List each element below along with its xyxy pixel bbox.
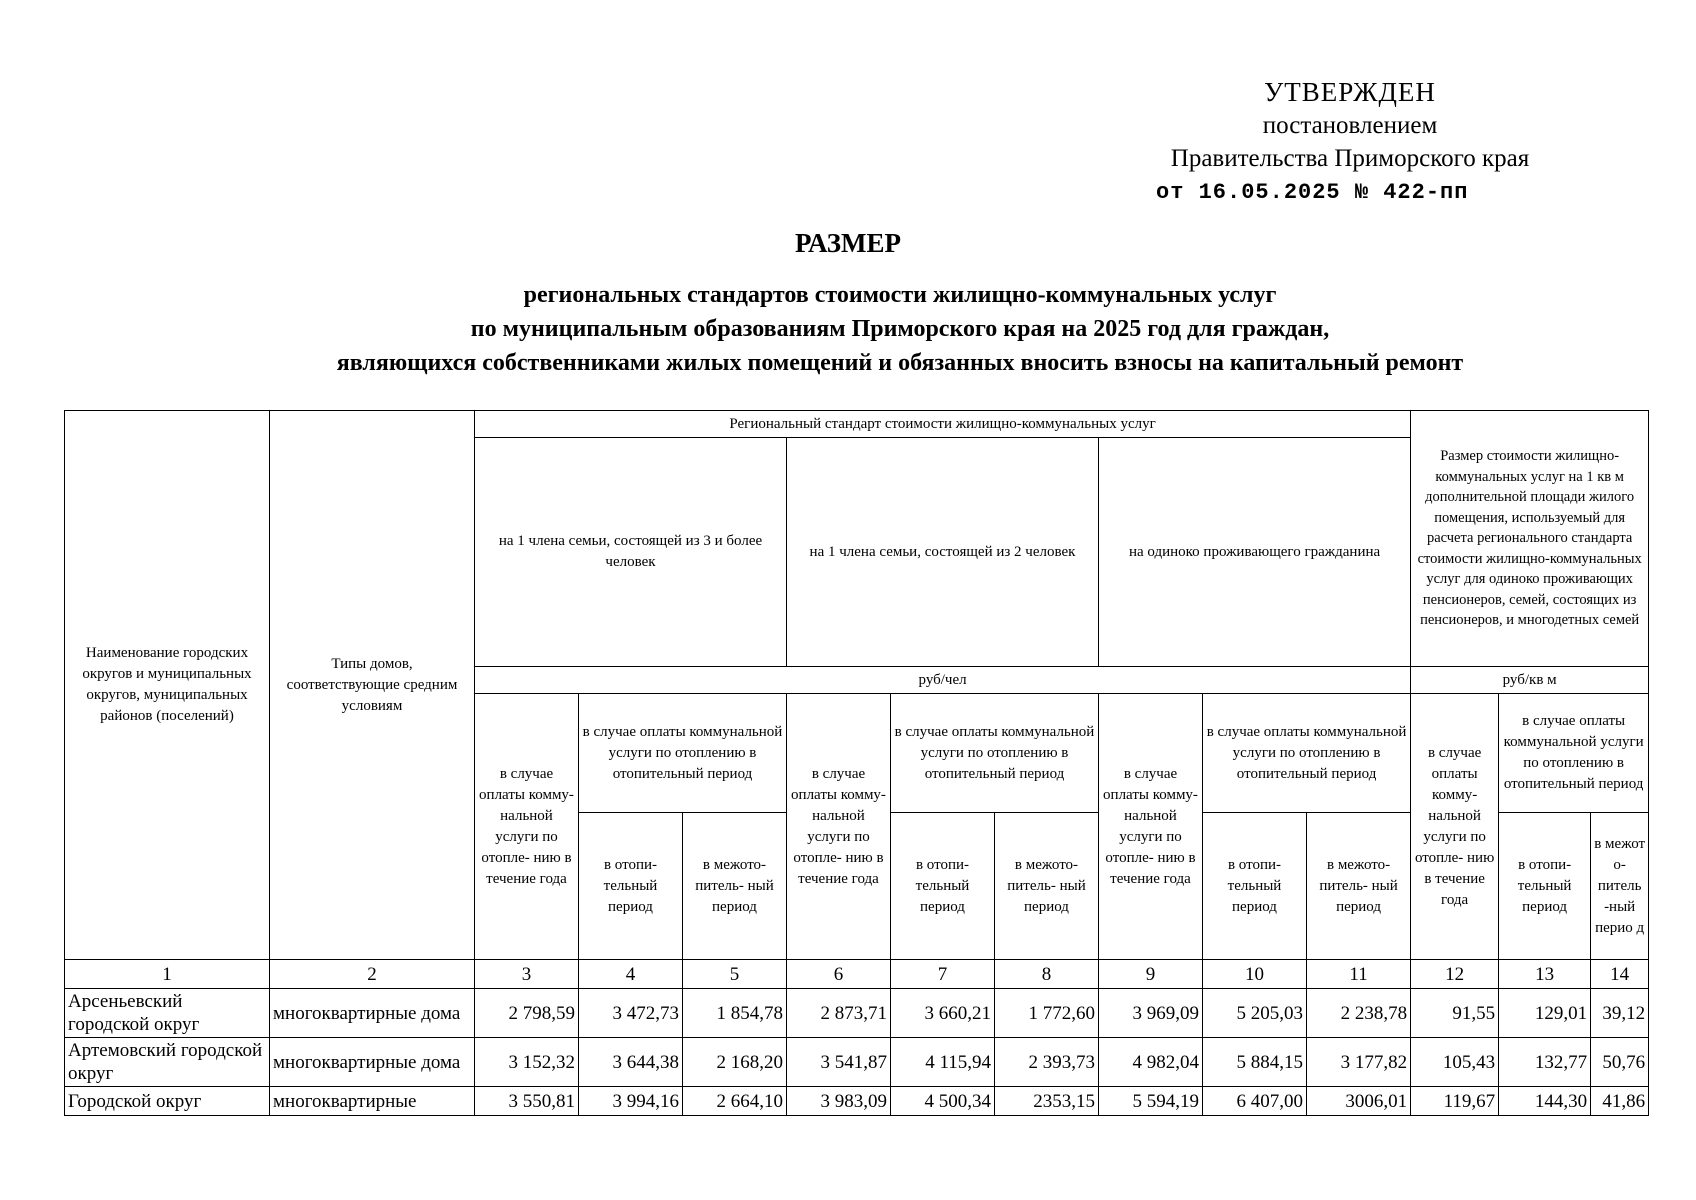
- value-cell: 2 873,71: [787, 989, 891, 1038]
- column-number: 12: [1411, 960, 1499, 989]
- column-number: 7: [891, 960, 995, 989]
- column-number: 2: [270, 960, 475, 989]
- value-cell: 2 393,73: [995, 1038, 1099, 1087]
- value-cell: 2 238,78: [1307, 989, 1411, 1038]
- value-cell: 2353,15: [995, 1087, 1099, 1116]
- value-cell: 2 168,20: [683, 1038, 787, 1087]
- column-number: 6: [787, 960, 891, 989]
- header-heating-group-3: в случае оплаты коммунальной услуги по отоплению в отопительный период: [579, 694, 787, 813]
- house-type: многоквартирные дома: [270, 989, 475, 1038]
- standards-table: [64, 410, 1649, 1116]
- header-regional-standard: Региональный стандарт стоимости жилищно-коммунальных услуг: [475, 411, 1411, 438]
- header-type-column: Типы домов, соответствующие средним условиям: [270, 411, 475, 960]
- house-type: многоквартирные: [270, 1087, 475, 1116]
- header-heating-group-2: в случае оплаты коммунальной услуги по отоплению в отопительный период: [891, 694, 1099, 813]
- value-cell: 3006,01: [1307, 1087, 1411, 1116]
- column-number: 8: [995, 960, 1099, 989]
- header-unit-sqm: руб/кв м: [1411, 667, 1649, 694]
- value-cell: 1 772,60: [995, 989, 1099, 1038]
- header-year-round-3: в случае оплаты комму- нальной услуги по отопле- нию в течение года: [475, 694, 579, 960]
- document-subtitle: [200, 278, 1600, 380]
- approval-title: УТВЕРЖДЕН: [1264, 77, 1436, 107]
- table-row: [65, 989, 1649, 1038]
- subtitle-line-3: являющихся собственниками жилых помещений и обязанных вносить взносы на капитальный ремонт: [336, 350, 1464, 376]
- header-year-round-2: в случае оплаты комму- нальной услуги по отопле- нию в течение года: [787, 694, 891, 960]
- value-cell: 5 884,15: [1203, 1038, 1307, 1087]
- value-cell: 3 644,38: [579, 1038, 683, 1087]
- column-number: 4: [579, 960, 683, 989]
- column-number: 5: [683, 960, 787, 989]
- column-number: 10: [1203, 960, 1307, 989]
- column-number: 3: [475, 960, 579, 989]
- value-cell: 2 798,59: [475, 989, 579, 1038]
- value-cell: 39,12: [1591, 989, 1649, 1038]
- value-cell: 4 500,34: [891, 1087, 995, 1116]
- municipality-name: Арсеньевский городской округ: [65, 989, 270, 1038]
- value-cell: 1 854,78: [683, 989, 787, 1038]
- header-extra-area: Размер стоимости жилищно-коммунальных услуг на 1 кв м дополнительной площади жилого помещения, используемый для расчета регионального стандарта стоимости жилищно-коммунальных услуг для одиноко проживающих пенсионеров, семей, состоящих из пенсионеров, и многодетных семей: [1411, 411, 1649, 667]
- header-heating-group-sqm: в случае оплаты коммунальной услуги по отоплению в отопительный период: [1499, 694, 1649, 813]
- approval-block: [1140, 76, 1560, 211]
- value-cell: 50,76: [1591, 1038, 1649, 1087]
- value-cell: 119,67: [1411, 1087, 1499, 1116]
- municipality-name: Городской округ: [65, 1087, 270, 1116]
- value-cell: 129,01: [1499, 989, 1591, 1038]
- value-cell: 132,77: [1499, 1038, 1591, 1087]
- value-cell: 3 994,16: [579, 1087, 683, 1116]
- value-cell: 3 472,73: [579, 989, 683, 1038]
- approval-line-government: Правительства Приморского края: [1170, 145, 1530, 172]
- subtitle-line-2: по муниципальным образованиям Приморского края на 2025 год для граждан,: [470, 316, 1330, 342]
- value-cell: 105,43: [1411, 1038, 1499, 1087]
- header-in-heating-sqm: в отопи- тельный период: [1499, 813, 1591, 960]
- header-in-heating-2: в отопи- тельный период: [891, 813, 995, 960]
- column-number: 1: [65, 960, 270, 989]
- value-cell: 5 205,03: [1203, 989, 1307, 1038]
- header-inter-heating-3: в межото- питель- ный период: [683, 813, 787, 960]
- column-number: 11: [1307, 960, 1411, 989]
- table-row: [65, 1038, 1649, 1087]
- value-cell: 3 969,09: [1099, 989, 1203, 1038]
- value-cell: 41,86: [1591, 1087, 1649, 1116]
- header-name-column: Наименование городских округов и муниципальных округов, муниципальных районов (поселений): [65, 411, 270, 960]
- value-cell: 6 407,00: [1203, 1087, 1307, 1116]
- header-family-2: на 1 члена семьи, состоящей из 2 человек: [787, 438, 1099, 667]
- value-cell: 2 664,10: [683, 1087, 787, 1116]
- header-unit-person: руб/чел: [475, 667, 1411, 694]
- table-row: [65, 1087, 1649, 1116]
- value-cell: 144,30: [1499, 1087, 1591, 1116]
- value-cell: 3 550,81: [475, 1087, 579, 1116]
- value-cell: 3 541,87: [787, 1038, 891, 1087]
- subtitle-line-1: региональных стандартов стоимости жилищно-коммунальных услуг: [523, 282, 1277, 308]
- header-in-heating-1: в отопи- тельный период: [1203, 813, 1307, 960]
- header-inter-heating-sqm: в межот о- питель -ный перио д: [1591, 813, 1649, 960]
- value-cell: 3 177,82: [1307, 1038, 1411, 1087]
- column-number-row: [65, 960, 1649, 989]
- approval-date-number: от 16.05.2025 № 422-пп: [1156, 180, 1469, 205]
- header-in-heating-3: в отопи- тельный период: [579, 813, 683, 960]
- value-cell: 4 982,04: [1099, 1038, 1203, 1087]
- value-cell: 3 152,32: [475, 1038, 579, 1087]
- column-number: 9: [1099, 960, 1203, 989]
- column-number: 13: [1499, 960, 1591, 989]
- column-number: 14: [1591, 960, 1649, 989]
- approval-line-decree: постановлением: [1262, 112, 1438, 139]
- value-cell: 3 983,09: [787, 1087, 891, 1116]
- header-family-3: на 1 члена семьи, состоящей из 3 и более человек: [475, 438, 787, 667]
- house-type: многоквартирные дома: [270, 1038, 475, 1087]
- value-cell: 5 594,19: [1099, 1087, 1203, 1116]
- header-year-round-sqm: в случае оплаты комму- нальной услуги по отопле- нию в течение года: [1411, 694, 1499, 960]
- header-year-round-1: в случае оплаты комму- нальной услуги по отопле- нию в течение года: [1099, 694, 1203, 960]
- value-cell: 91,55: [1411, 989, 1499, 1038]
- value-cell: 3 660,21: [891, 989, 995, 1038]
- header-single: на одиноко проживающего гражданина: [1099, 438, 1411, 667]
- municipality-name: Артемовский городской округ: [65, 1038, 270, 1087]
- header-heating-group-1: в случае оплаты коммунальной услуги по отоплению в отопительный период: [1203, 694, 1411, 813]
- header-inter-heating-1: в межото- питель- ный период: [1307, 813, 1411, 960]
- document-title: РАЗМЕР: [794, 228, 902, 258]
- value-cell: 4 115,94: [891, 1038, 995, 1087]
- header-inter-heating-2: в межото- питель- ный период: [995, 813, 1099, 960]
